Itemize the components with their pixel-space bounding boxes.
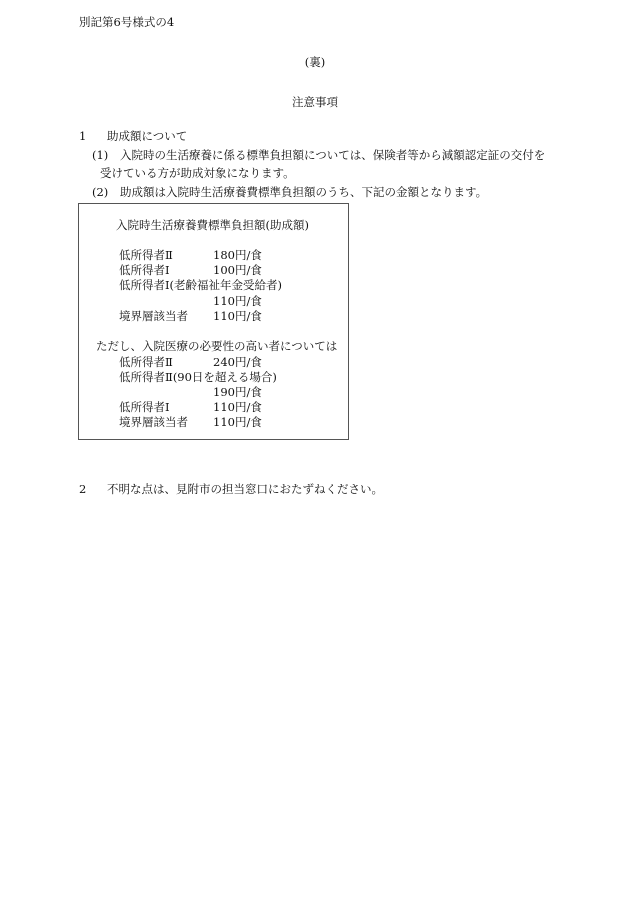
section-1-title: 助成額について — [107, 129, 188, 143]
section-2-text: 不明な点は、見附市の担当窓口におたずねください。 — [107, 482, 383, 496]
item-2-number: (2) — [92, 185, 109, 199]
item-2-text: 助成額は入院時生活療養費標準負担額のうち、下記の金額となります。 — [120, 185, 488, 199]
section-1-heading — [79, 131, 187, 143]
group2-row-4-category: 低所得者Ⅰ — [119, 400, 170, 414]
group1-row-2-amount: 100円/食 — [213, 263, 262, 277]
section-2-number: 2 — [79, 482, 87, 496]
item-1-text-continued: 受けている方が助成対象になります。 — [100, 166, 295, 180]
group2-row-5-amount: 110円/食 — [213, 415, 262, 429]
form-label: 別記第6号様式の4 — [79, 15, 175, 29]
group2-row-1-amount: 240円/食 — [213, 355, 262, 369]
group1-row-3-category: 低所得者Ⅰ(老齢福祉年金受給者) — [119, 278, 283, 292]
group1-row-5-amount: 110円/食 — [213, 309, 262, 323]
group2-row-2-category: 低所得者Ⅱ(90日を超える場合) — [119, 370, 277, 384]
group1-row-1-amount: 180円/食 — [213, 248, 262, 262]
condition-text: ただし、入院医療の必要性の高い者については — [96, 339, 338, 353]
group2-row-5-category: 境界層該当者 — [119, 415, 188, 429]
group1-row-5-category: 境界層該当者 — [119, 309, 188, 323]
section-1-item-2 — [92, 187, 487, 199]
page-heading: 注意事項 — [292, 95, 338, 109]
item-1-number: (1) — [92, 148, 109, 162]
group2-row-4-amount: 110円/食 — [213, 400, 262, 414]
section-1-item-1 — [92, 150, 545, 162]
item-1-text: 入院時の生活療養に係る標準負担額については、保険者等から減額認定証の交付を — [120, 148, 546, 162]
section-2 — [79, 484, 383, 496]
group1-row-2-category: 低所得者Ⅰ — [119, 263, 170, 277]
section-1-number: 1 — [79, 129, 87, 143]
side-label: (裏) — [304, 55, 326, 69]
group1-row-1-category: 低所得者Ⅱ — [119, 248, 173, 262]
group1-row-4-amount: 110円/食 — [213, 294, 262, 308]
group2-row-3-amount: 190円/食 — [213, 385, 262, 399]
group2-row-1-category: 低所得者Ⅱ — [119, 355, 173, 369]
box-title: 入院時生活療養費標準負担額(助成額) — [116, 218, 309, 232]
